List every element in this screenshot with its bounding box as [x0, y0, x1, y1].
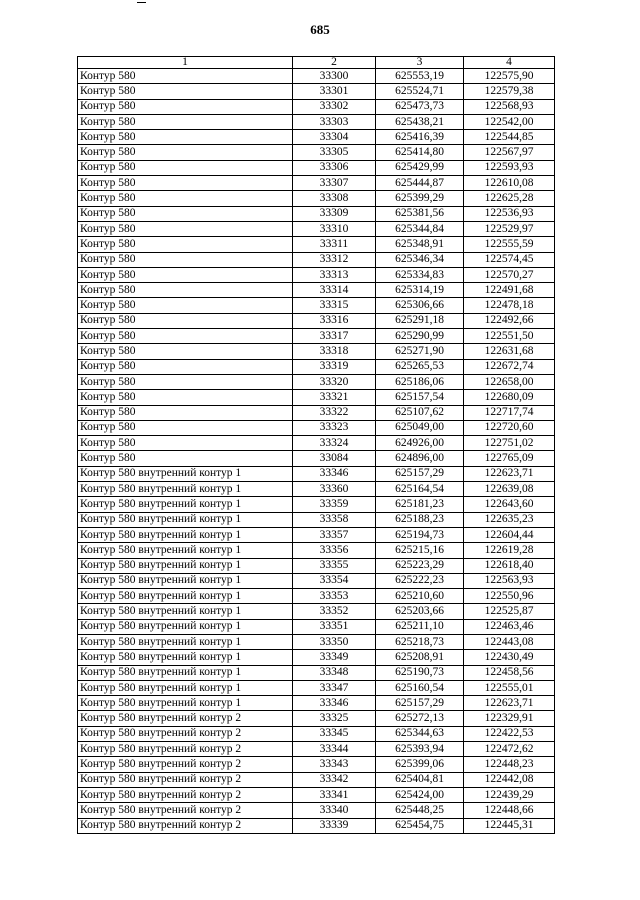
point-number-cell: 33346	[293, 466, 376, 481]
y-coordinate-cell: 122639,08	[464, 482, 555, 497]
top-mark	[137, 2, 146, 3]
point-number-cell: 33324	[293, 436, 376, 451]
table-row	[78, 527, 555, 542]
point-number-cell: 33359	[293, 497, 376, 512]
y-coordinate-cell: 122623,71	[464, 466, 555, 481]
x-coordinate-cell: 625314,19	[376, 283, 464, 298]
point-number-cell: 33346	[293, 696, 376, 711]
table-row	[78, 344, 555, 359]
point-number-cell: 33311	[293, 237, 376, 252]
y-coordinate-cell: 122568,93	[464, 99, 555, 114]
y-coordinate-cell: 122536,93	[464, 206, 555, 221]
point-number-cell: 33345	[293, 726, 376, 741]
contour-name-cell: Контур 580	[78, 313, 293, 328]
contour-name-cell: Контур 580	[78, 84, 293, 99]
x-coordinate-cell: 625414,80	[376, 145, 464, 160]
contour-name-cell: Контур 580	[78, 298, 293, 313]
contour-name-cell: Контур 580 внутренний контур 1	[78, 482, 293, 497]
table-row	[78, 696, 555, 711]
y-coordinate-cell: 122658,00	[464, 374, 555, 389]
x-coordinate-cell: 625348,91	[376, 237, 464, 252]
x-coordinate-cell: 625306,66	[376, 298, 464, 313]
x-coordinate-cell: 625218,73	[376, 634, 464, 649]
point-number-cell: 33341	[293, 787, 376, 802]
y-coordinate-cell: 122555,01	[464, 680, 555, 695]
page-number: 685	[310, 22, 330, 37]
table-row	[78, 650, 555, 665]
point-number-cell: 33353	[293, 589, 376, 604]
contour-name-cell: Контур 580 внутренний контур 1	[78, 466, 293, 481]
contour-name-cell: Контур 580	[78, 145, 293, 160]
table-row	[78, 619, 555, 634]
contour-name-cell: Контур 580 внутренний контур 1	[78, 543, 293, 558]
x-coordinate-cell: 625265,53	[376, 359, 464, 374]
table-row	[78, 543, 555, 558]
point-number-cell: 33356	[293, 543, 376, 558]
table-row	[78, 252, 555, 267]
point-number-cell: 33344	[293, 742, 376, 757]
header-col-4: 4	[464, 57, 555, 69]
contour-name-cell: Контур 580 внутренний контур 1	[78, 527, 293, 542]
point-number-cell: 33319	[293, 359, 376, 374]
header-col-1: 1	[78, 57, 293, 69]
table-row	[78, 558, 555, 573]
y-coordinate-cell: 122574,45	[464, 252, 555, 267]
table-row	[78, 803, 555, 818]
y-coordinate-cell: 122525,87	[464, 604, 555, 619]
point-number-cell: 33350	[293, 634, 376, 649]
contour-name-cell: Контур 580	[78, 69, 293, 84]
table-row	[78, 772, 555, 787]
point-number-cell: 33300	[293, 69, 376, 84]
y-coordinate-cell: 122542,00	[464, 114, 555, 129]
table-row	[78, 482, 555, 497]
point-number-cell: 33354	[293, 573, 376, 588]
contour-name-cell: Контур 580	[78, 329, 293, 344]
x-coordinate-cell: 625444,87	[376, 176, 464, 191]
contour-name-cell: Контур 580 внутренний контур 1	[78, 497, 293, 512]
table-row	[78, 99, 555, 114]
x-coordinate-cell: 625271,90	[376, 344, 464, 359]
point-number-cell: 33316	[293, 313, 376, 328]
point-number-cell: 33358	[293, 512, 376, 527]
point-number-cell: 33351	[293, 619, 376, 634]
table-row	[78, 237, 555, 252]
table-row	[78, 283, 555, 298]
y-coordinate-cell: 122625,28	[464, 191, 555, 206]
x-coordinate-cell: 625473,73	[376, 99, 464, 114]
point-number-cell: 33342	[293, 772, 376, 787]
point-number-cell: 33322	[293, 405, 376, 420]
table-row	[78, 604, 555, 619]
contour-name-cell: Контур 580	[78, 114, 293, 129]
x-coordinate-cell: 625203,66	[376, 604, 464, 619]
contour-name-cell: Контур 580 внутренний контур 2	[78, 711, 293, 726]
table-row	[78, 680, 555, 695]
y-coordinate-cell: 122643,60	[464, 497, 555, 512]
x-coordinate-cell: 625404,81	[376, 772, 464, 787]
x-coordinate-cell: 625424,00	[376, 787, 464, 802]
y-coordinate-cell: 122445,31	[464, 818, 555, 833]
table-row	[78, 114, 555, 129]
contour-name-cell: Контур 580	[78, 420, 293, 435]
y-coordinate-cell: 122550,96	[464, 589, 555, 604]
contour-name-cell: Контур 580	[78, 221, 293, 236]
header-col-3: 3	[376, 57, 464, 69]
x-coordinate-cell: 625222,23	[376, 573, 464, 588]
point-number-cell: 33343	[293, 757, 376, 772]
y-coordinate-cell: 122491,68	[464, 283, 555, 298]
table-row	[78, 512, 555, 527]
table-row	[78, 451, 555, 466]
x-coordinate-cell: 625454,75	[376, 818, 464, 833]
y-coordinate-cell: 122635,23	[464, 512, 555, 527]
y-coordinate-cell: 122567,97	[464, 145, 555, 160]
point-number-cell: 33317	[293, 329, 376, 344]
x-coordinate-cell: 625186,06	[376, 374, 464, 389]
y-coordinate-cell: 122623,71	[464, 696, 555, 711]
contour-name-cell: Контур 580 внутренний контур 1	[78, 634, 293, 649]
point-number-cell: 33313	[293, 267, 376, 282]
table-row	[78, 329, 555, 344]
contour-name-cell: Контур 580	[78, 436, 293, 451]
table-row	[78, 787, 555, 802]
x-coordinate-cell: 625194,73	[376, 527, 464, 542]
table-row	[78, 665, 555, 680]
contour-name-cell: Контур 580	[78, 237, 293, 252]
x-coordinate-cell: 625211,10	[376, 619, 464, 634]
contour-name-cell: Контур 580	[78, 176, 293, 191]
x-coordinate-cell: 624926,00	[376, 436, 464, 451]
contour-name-cell: Контур 580	[78, 374, 293, 389]
table-row	[78, 267, 555, 282]
point-number-cell: 33355	[293, 558, 376, 573]
x-coordinate-cell: 625438,21	[376, 114, 464, 129]
y-coordinate-cell: 122604,44	[464, 527, 555, 542]
contour-name-cell: Контур 580	[78, 252, 293, 267]
table-body	[78, 69, 555, 834]
x-coordinate-cell: 625290,99	[376, 329, 464, 344]
x-coordinate-cell: 625049,00	[376, 420, 464, 435]
contour-name-cell: Контур 580 внутренний контур 2	[78, 757, 293, 772]
point-number-cell: 33357	[293, 527, 376, 542]
table-row	[78, 757, 555, 772]
point-number-cell: 33352	[293, 604, 376, 619]
contour-name-cell: Контур 580 внутренний контур 1	[78, 573, 293, 588]
point-number-cell: 33304	[293, 130, 376, 145]
x-coordinate-cell: 625429,99	[376, 160, 464, 175]
table-row	[78, 589, 555, 604]
y-coordinate-cell: 122618,40	[464, 558, 555, 573]
contour-name-cell: Контур 580	[78, 451, 293, 466]
contour-name-cell: Контур 580	[78, 359, 293, 374]
contour-name-cell: Контур 580	[78, 160, 293, 175]
x-coordinate-cell: 625188,23	[376, 512, 464, 527]
point-number-cell: 33314	[293, 283, 376, 298]
table-row	[78, 145, 555, 160]
table-row	[78, 191, 555, 206]
y-coordinate-cell: 122672,74	[464, 359, 555, 374]
contour-name-cell: Контур 580	[78, 344, 293, 359]
y-coordinate-cell: 122631,68	[464, 344, 555, 359]
point-number-cell: 33315	[293, 298, 376, 313]
y-coordinate-cell: 122448,66	[464, 803, 555, 818]
contour-name-cell: Контур 580	[78, 390, 293, 405]
y-coordinate-cell: 122472,62	[464, 742, 555, 757]
contour-name-cell: Контур 580 внутренний контур 1	[78, 619, 293, 634]
contour-name-cell: Контур 580	[78, 405, 293, 420]
table-row	[78, 742, 555, 757]
table-row	[78, 374, 555, 389]
y-coordinate-cell: 122448,23	[464, 757, 555, 772]
contour-name-cell: Контур 580 внутренний контур 2	[78, 772, 293, 787]
y-coordinate-cell: 122422,53	[464, 726, 555, 741]
y-coordinate-cell: 122478,18	[464, 298, 555, 313]
x-coordinate-cell: 625346,34	[376, 252, 464, 267]
x-coordinate-cell: 625393,94	[376, 742, 464, 757]
table-row	[78, 160, 555, 175]
table-row	[78, 726, 555, 741]
x-coordinate-cell: 625208,91	[376, 650, 464, 665]
x-coordinate-cell: 625416,39	[376, 130, 464, 145]
y-coordinate-cell: 122575,90	[464, 69, 555, 84]
x-coordinate-cell: 625223,29	[376, 558, 464, 573]
point-number-cell: 33310	[293, 221, 376, 236]
point-number-cell: 33321	[293, 390, 376, 405]
x-coordinate-cell: 625215,16	[376, 543, 464, 558]
y-coordinate-cell: 122563,93	[464, 573, 555, 588]
contour-name-cell: Контур 580 внутренний контур 1	[78, 680, 293, 695]
table-row	[78, 221, 555, 236]
contour-name-cell: Контур 580 внутренний контур 2	[78, 803, 293, 818]
x-coordinate-cell: 625344,84	[376, 221, 464, 236]
x-coordinate-cell: 625157,29	[376, 466, 464, 481]
y-coordinate-cell: 122619,28	[464, 543, 555, 558]
table-row	[78, 711, 555, 726]
x-coordinate-cell: 625210,60	[376, 589, 464, 604]
table-row	[78, 466, 555, 481]
table-row	[78, 69, 555, 84]
contour-name-cell: Контур 580 внутренний контур 2	[78, 818, 293, 833]
point-number-cell: 33309	[293, 206, 376, 221]
contour-name-cell: Контур 580 внутренний контур 1	[78, 512, 293, 527]
y-coordinate-cell: 122458,56	[464, 665, 555, 680]
y-coordinate-cell: 122680,09	[464, 390, 555, 405]
point-number-cell: 33308	[293, 191, 376, 206]
point-number-cell: 33301	[293, 84, 376, 99]
y-coordinate-cell: 122555,59	[464, 237, 555, 252]
x-coordinate-cell: 625157,54	[376, 390, 464, 405]
table-row	[78, 130, 555, 145]
header-col-2: 2	[293, 57, 376, 69]
y-coordinate-cell: 122329,91	[464, 711, 555, 726]
point-number-cell: 33349	[293, 650, 376, 665]
contour-name-cell: Контур 580 внутренний контур 2	[78, 742, 293, 757]
point-number-cell: 33339	[293, 818, 376, 833]
point-number-cell: 33325	[293, 711, 376, 726]
table-row	[78, 176, 555, 191]
table-row	[78, 405, 555, 420]
x-coordinate-cell: 625181,23	[376, 497, 464, 512]
x-coordinate-cell: 625381,56	[376, 206, 464, 221]
y-coordinate-cell: 122551,50	[464, 329, 555, 344]
table-row	[78, 359, 555, 374]
x-coordinate-cell: 624896,00	[376, 451, 464, 466]
point-number-cell: 33347	[293, 680, 376, 695]
x-coordinate-cell: 625399,29	[376, 191, 464, 206]
y-coordinate-cell: 122720,60	[464, 420, 555, 435]
contour-name-cell: Контур 580 внутренний контур 2	[78, 726, 293, 741]
x-coordinate-cell: 625160,54	[376, 680, 464, 695]
table-row	[78, 634, 555, 649]
table-header-row	[78, 57, 555, 69]
table-row	[78, 497, 555, 512]
point-number-cell: 33320	[293, 374, 376, 389]
y-coordinate-cell: 122570,27	[464, 267, 555, 282]
point-number-cell: 33323	[293, 420, 376, 435]
y-coordinate-cell: 122765,09	[464, 451, 555, 466]
contour-name-cell: Контур 580	[78, 191, 293, 206]
point-number-cell: 33360	[293, 482, 376, 497]
x-coordinate-cell: 625524,71	[376, 84, 464, 99]
y-coordinate-cell: 122593,93	[464, 160, 555, 175]
x-coordinate-cell: 625399,06	[376, 757, 464, 772]
contour-name-cell: Контур 580	[78, 206, 293, 221]
table-row	[78, 298, 555, 313]
contour-name-cell: Контур 580	[78, 99, 293, 114]
point-number-cell: 33312	[293, 252, 376, 267]
y-coordinate-cell: 122610,08	[464, 176, 555, 191]
contour-name-cell: Контур 580 внутренний контур 1	[78, 604, 293, 619]
table-row	[78, 420, 555, 435]
coordinates-table	[77, 56, 555, 834]
x-coordinate-cell: 625272,13	[376, 711, 464, 726]
table-row	[78, 436, 555, 451]
y-coordinate-cell: 122443,08	[464, 634, 555, 649]
point-number-cell: 33307	[293, 176, 376, 191]
x-coordinate-cell: 625107,62	[376, 405, 464, 420]
x-coordinate-cell: 625344,63	[376, 726, 464, 741]
point-number-cell: 33302	[293, 99, 376, 114]
y-coordinate-cell: 122751,02	[464, 436, 555, 451]
contour-name-cell: Контур 580 внутренний контур 1	[78, 558, 293, 573]
point-number-cell: 33084	[293, 451, 376, 466]
y-coordinate-cell: 122439,29	[464, 787, 555, 802]
point-number-cell: 33305	[293, 145, 376, 160]
table-row	[78, 390, 555, 405]
x-coordinate-cell: 625448,25	[376, 803, 464, 818]
table-row	[78, 84, 555, 99]
y-coordinate-cell: 122442,08	[464, 772, 555, 787]
contour-name-cell: Контур 580	[78, 130, 293, 145]
point-number-cell: 33306	[293, 160, 376, 175]
table-row	[78, 206, 555, 221]
point-number-cell: 33348	[293, 665, 376, 680]
x-coordinate-cell: 625291,18	[376, 313, 464, 328]
table-row	[78, 573, 555, 588]
y-coordinate-cell: 122529,97	[464, 221, 555, 236]
y-coordinate-cell: 122579,38	[464, 84, 555, 99]
y-coordinate-cell: 122492,66	[464, 313, 555, 328]
contour-name-cell: Контур 580	[78, 267, 293, 282]
contour-name-cell: Контур 580 внутренний контур 1	[78, 650, 293, 665]
y-coordinate-cell: 122717,74	[464, 405, 555, 420]
point-number-cell: 33303	[293, 114, 376, 129]
contour-name-cell: Контур 580 внутренний контур 2	[78, 787, 293, 802]
contour-name-cell: Контур 580 внутренний контур 1	[78, 665, 293, 680]
table-row	[78, 818, 555, 833]
y-coordinate-cell: 122544,85	[464, 130, 555, 145]
contour-name-cell: Контур 580 внутренний контур 1	[78, 696, 293, 711]
contour-name-cell: Контур 580	[78, 283, 293, 298]
contour-name-cell: Контур 580 внутренний контур 1	[78, 589, 293, 604]
x-coordinate-cell: 625553,19	[376, 69, 464, 84]
point-number-cell: 33340	[293, 803, 376, 818]
x-coordinate-cell: 625190,73	[376, 665, 464, 680]
table-row	[78, 313, 555, 328]
y-coordinate-cell: 122430,49	[464, 650, 555, 665]
point-number-cell: 33318	[293, 344, 376, 359]
x-coordinate-cell: 625164,54	[376, 482, 464, 497]
x-coordinate-cell: 625157,29	[376, 696, 464, 711]
y-coordinate-cell: 122463,46	[464, 619, 555, 634]
x-coordinate-cell: 625334,83	[376, 267, 464, 282]
